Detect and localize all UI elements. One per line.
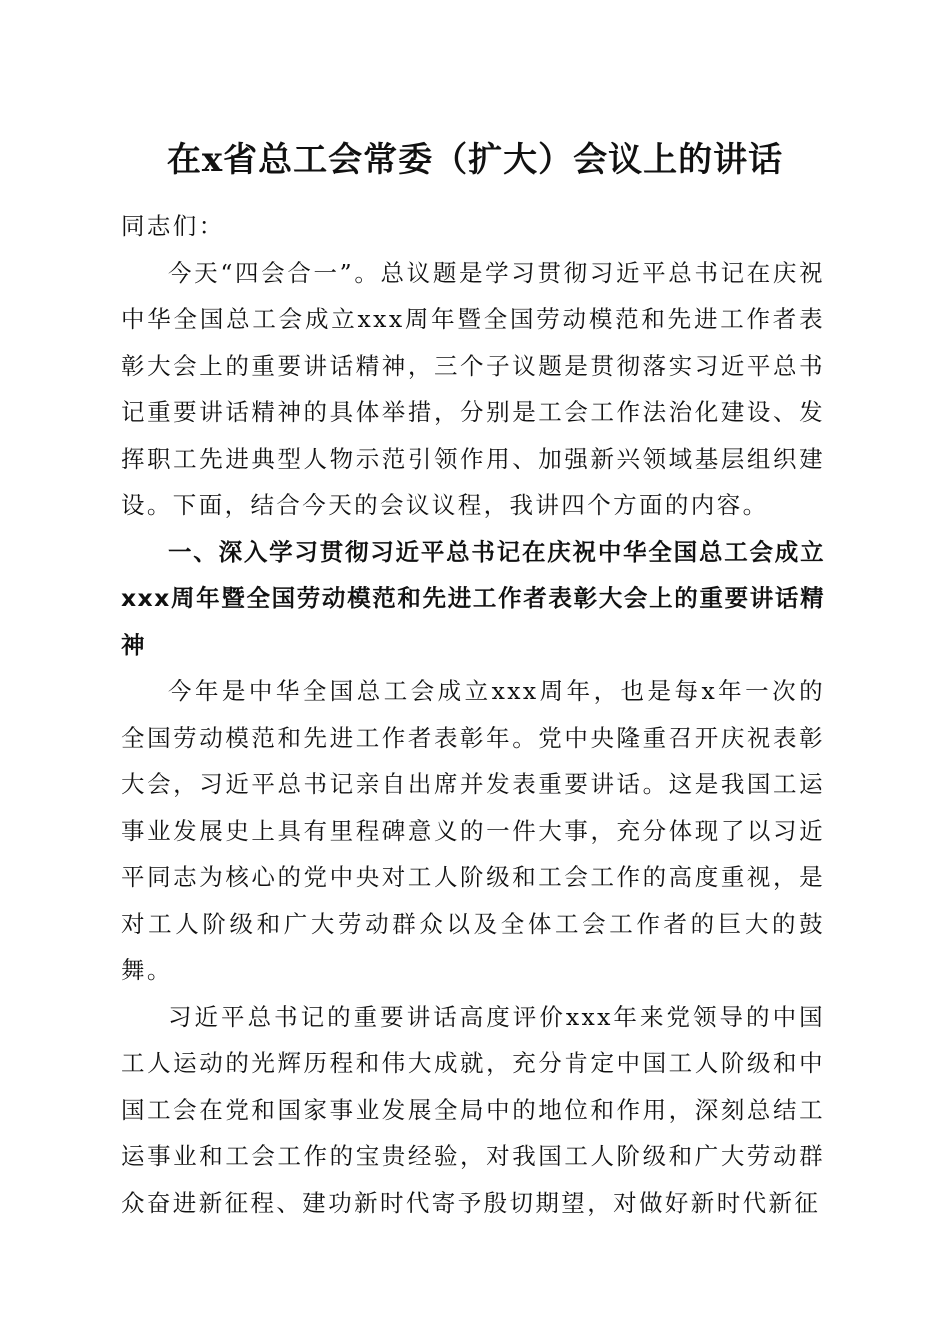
intro-paragraph: 今天“四会合一”。总议题是学习贯彻习近平总书记在庆祝中华全国总工会成立xxx周年暨全国劳动模范和先进工作者表彰大会上的重要讲话精神，三个子议题是贯彻落实习近平总书记重要讲话精神的具体举措，分别是工会工作法治化建设、发挥职工先进典型人物示范引领作用、加强新兴领域基层组织建设。下面，结合今天的会议议程，我讲四个方面的内容。 — [121, 258, 825, 519]
document-body — [121, 203, 825, 1226]
body-paragraph: 习近平总书记的重要讲话高度评价xxx年来党领导的中国工人运动的光辉历程和伟大成就，充分肯定中国工人阶级和中国工会在党和国家事业发展全局中的地位和作用，深刻总结工运事业和工会工作的宝贵经验，对我国工人阶级和广大劳动群众奋进新征程、建功新时代寄予殷切期望，对做好新时代新征 — [121, 1002, 825, 1217]
document-title: 在x省总工会常委（扩大）会议上的讲话 — [166, 140, 784, 180]
salutation: 同志们： — [121, 212, 225, 240]
body-paragraph: 今年是中华全国总工会成立xxx周年，也是每x年一次的全国劳动模范和先进工作者表彰年。党中央隆重召开庆祝表彰大会，习近平总书记亲自出席并发表重要讲话。这是我国工运事业发展史上具有里程碑意义的一件大事，充分体现了以习近平同志为核心的党中央对工人阶级和工会工作的高度重视，是对工人阶级和广大劳动群众以及全体工会工作者的巨大的鼓舞。 — [121, 677, 825, 984]
section-heading-1: 一、深入学习贯彻习近平总书记在庆祝中华全国总工会成立xxx周年暨全国劳动模范和先进工作者表彰大会上的重要讲话精神 — [121, 537, 825, 659]
